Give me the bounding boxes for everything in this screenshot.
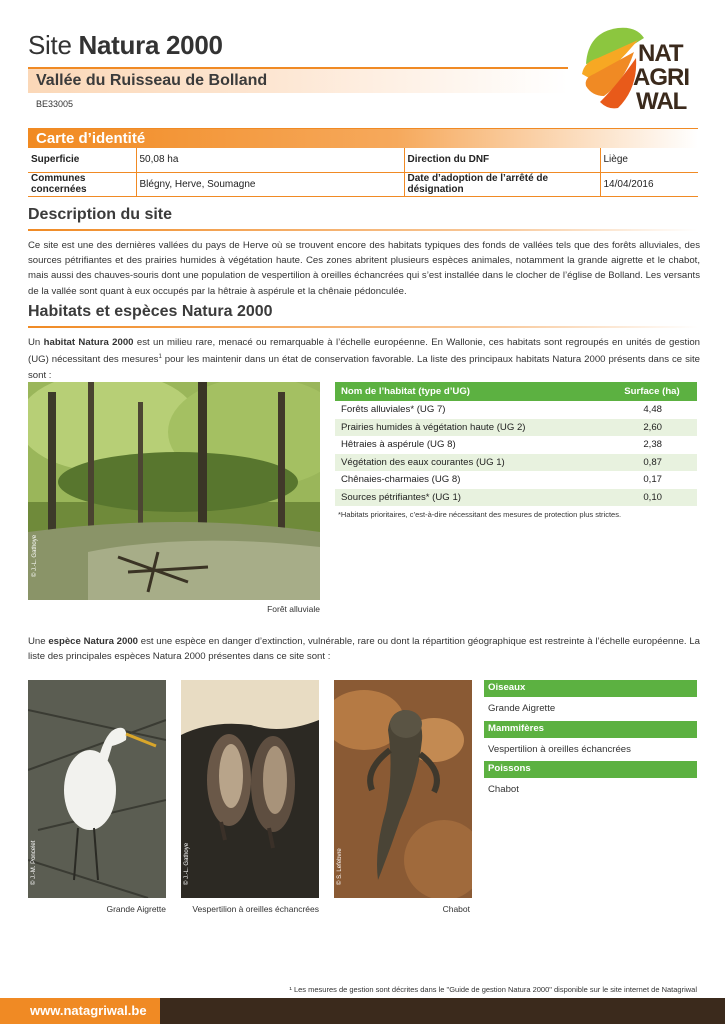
logo-text-wal: WAL <box>636 88 687 115</box>
identity-value: 14/04/2016 <box>600 172 698 196</box>
intro-pre: Un <box>28 337 44 348</box>
bat-image <box>181 680 319 898</box>
photo-caption: Vespertilion à oreilles échancrées <box>192 904 319 914</box>
table-row <box>335 489 697 507</box>
intro-post: pour les maintenir dans un état de conservation favorable. La liste des principaux habitats Natura 2000 présents dans ce site sont : <box>28 354 701 381</box>
species-group-heading: Poissons <box>484 761 697 778</box>
intro-post: est une espèce en danger d’extinction, vulnérable, rare ou dont la répartition géographique est restreinte à l’échelle européenne. La liste des principales espèces Natura 2000 présentes dans ce site sont : <box>28 636 700 663</box>
footnote-ref: 1 <box>158 354 162 361</box>
habitat-name: Végétation des eaux courantes (UG 1) <box>335 454 607 472</box>
species-group-heading: Mammifères <box>484 721 697 738</box>
logo-text-nat: NAT <box>638 40 683 67</box>
title-bold: Natura 2000 <box>78 30 223 60</box>
habitat-surface: 0,10 <box>607 489 697 507</box>
intro-bold: habitat Natura 2000 <box>43 337 134 348</box>
identity-table <box>28 148 698 197</box>
site-code: BE33005 <box>36 99 74 109</box>
habitat-table <box>335 382 697 507</box>
footer-bar <box>0 998 725 1024</box>
intro-mid: est un milieu rare, menacé ou remarquable à l’échelle européenne. En Wallonie, ces habitats sont regroupés en unités de gestion (UG) nécessitant des mesures <box>28 337 700 366</box>
photo-credit: © S. Lefebvre <box>337 848 343 885</box>
habitat-note: *Habitats prioritaires, c’est-à-dire nécessitant des mesures de protection plus strictes. <box>338 510 622 519</box>
table-row <box>335 401 697 419</box>
identity-value: 50,08 ha <box>136 148 404 172</box>
col-surface: Surface (ha) <box>607 382 697 401</box>
table-row <box>335 454 697 472</box>
fish-image <box>334 680 472 898</box>
col-habitat-name: Nom de l’habitat (type d’UG) <box>335 382 607 401</box>
habitats-heading: Habitats et espèces Natura 2000 <box>28 303 273 320</box>
habitat-surface: 2,38 <box>607 436 697 454</box>
description-text: Ce site est une des dernières vallées du pays de Herve où se trouvent encore des habitats typiques des fonds de vallées tels que des forêts alluviales, des sources pétrifiantes et des prairies humides à végétation haute. Ces zones abritent plusieurs espèces animales, notamment la grande aigrette et le chabot, mais aussi des chauves-souris dont une population de vespertilion à oreilles échancrées qui s’est installée dans le clocher de l’église de Bolland. Les versants de la vallée sont quant à eux occupés par la hêtraie à aspérule et la chênaie pédonculée. <box>28 240 700 297</box>
site-name: Vallée du Ruisseau de Bolland <box>36 72 268 89</box>
habitat-name: Sources pétrifiantes* (UG 1) <box>335 489 607 507</box>
egret-image <box>28 680 166 898</box>
intro-pre: Une <box>28 636 49 647</box>
habitat-surface: 2,60 <box>607 419 697 437</box>
habitat-name: Hêtraies à aspérule (UG 8) <box>335 436 607 454</box>
photo-caption: Grande Aigrette <box>106 904 166 914</box>
table-row <box>335 471 697 489</box>
identity-value: Liège <box>600 148 698 172</box>
subtitle-band <box>28 67 568 93</box>
table-row <box>335 419 697 437</box>
habitat-surface: 0,17 <box>607 471 697 489</box>
divider <box>28 229 698 231</box>
chabot-photo <box>334 680 472 898</box>
footnote: ¹ Les mesures de gestion sont décrites dans le "Guide de gestion Natura 2000" disponible sur le site internet de Natagriwal <box>289 985 697 994</box>
photo-caption: Forêt alluviale <box>267 604 320 614</box>
identity-value: Blégny, Herve, Soumagne <box>136 172 404 196</box>
footer-website-link[interactable]: www.natagriwal.be <box>0 998 160 1024</box>
forest-image <box>28 382 320 600</box>
habitats-intro <box>28 335 700 383</box>
egret-photo <box>28 680 166 898</box>
bat-photo <box>181 680 319 898</box>
photo-caption: Chabot <box>442 904 470 914</box>
habitat-name: Chênaies-charmaies (UG 8) <box>335 471 607 489</box>
species-item: Vespertilion à oreilles échancrées <box>488 744 631 755</box>
habitat-surface: 4,48 <box>607 401 697 419</box>
habitat-name: Forêts alluviales* (UG 7) <box>335 401 607 419</box>
identity-heading: Carte d’identité <box>36 130 146 147</box>
natagriwal-logo <box>578 24 703 116</box>
title-light: Site <box>28 30 72 60</box>
divider <box>28 326 698 328</box>
table-row <box>335 436 697 454</box>
identity-key: Direction du DNF <box>404 148 600 172</box>
identity-key: Date d’adoption de l’arrêté de désignation <box>404 172 600 196</box>
identity-heading-band <box>28 128 698 148</box>
identity-row <box>28 148 698 172</box>
page-title <box>28 30 223 61</box>
description-heading: Description du site <box>28 206 173 223</box>
species-item: Grande Aigrette <box>488 703 556 714</box>
identity-row <box>28 172 698 196</box>
photo-credit: © J.-L. Gathoye <box>32 534 38 577</box>
logo-text-agri: AGRI <box>633 64 689 91</box>
photo-credit: © J.-L. Gathoye <box>184 842 190 885</box>
forest-photo <box>28 382 320 600</box>
species-intro <box>28 634 700 664</box>
species-group-heading: Oiseaux <box>484 680 697 697</box>
photo-credit: © J.-M. Poncelet <box>31 840 37 885</box>
intro-bold: espèce Natura 2000 <box>48 636 139 647</box>
identity-key: Communes concernées <box>28 172 136 196</box>
species-item: Chabot <box>488 784 519 795</box>
habitat-name: Prairies humides à végétation haute (UG 2) <box>335 419 607 437</box>
habitat-surface: 0,87 <box>607 454 697 472</box>
habitat-table-header <box>335 382 697 401</box>
identity-key: Superficie <box>28 148 136 172</box>
